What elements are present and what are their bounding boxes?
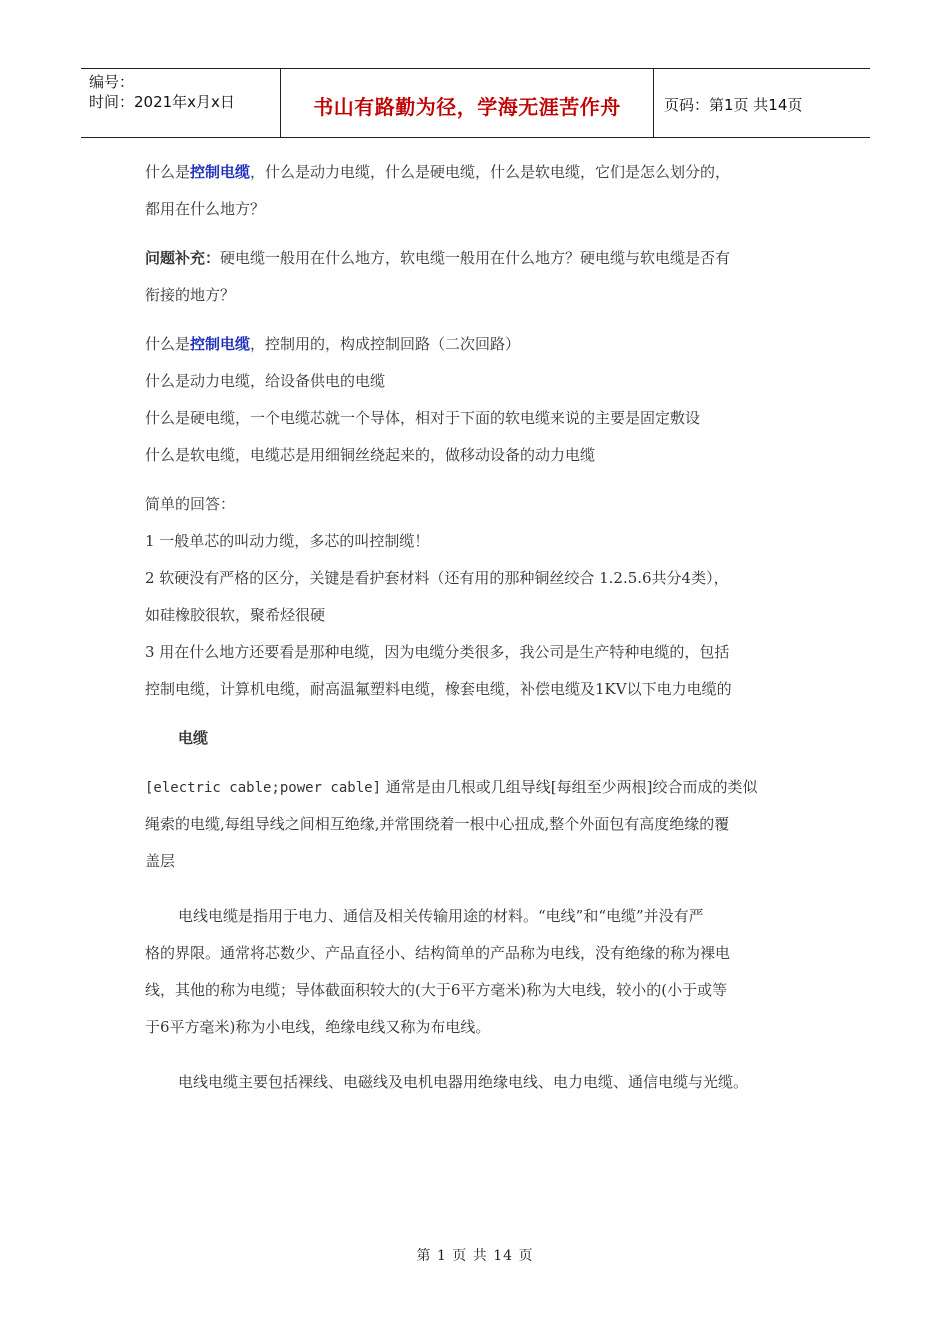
definition-heading: 电缆 <box>178 729 209 747</box>
definition-english-term: [electric cable;power cable] <box>145 780 382 796</box>
header-number-label: 编号： <box>89 73 135 91</box>
header-page-info: 页码：第1页 共14页 <box>664 95 803 114</box>
definition-line-1 <box>145 769 815 806</box>
keyword-link[interactable]: 控制电缆 <box>190 335 251 353</box>
page-footer: 第 1 页 共 14 页 <box>416 1248 534 1264</box>
para2-line-1: 电线电缆主要包括裸线、电磁线及电机电器用绝缘电线、电力电缆、通信电缆与光缆。 <box>178 1073 749 1091</box>
para1-line-1: 电线电缆是指用于电力、通信及相关传输用途的材料。“电线”和“电缆”并没有严 <box>178 907 704 925</box>
header-motto: 书山有路勤为径，学海无涯苦作舟 <box>281 69 654 137</box>
question-prefix: 什么是 <box>145 163 191 181</box>
supplement-line-1 <box>145 240 815 277</box>
document-body <box>145 154 815 1101</box>
question-line-2: 都用在什么地方？ <box>145 200 266 218</box>
answer2-point-2-line-2: 如硅橡胶很软，聚希烃很硬 <box>145 606 326 624</box>
supplement-text: 硬电缆一般用在什么地方，软电缆一般用在什么地方？硬电缆与软电缆是否有 <box>220 249 731 267</box>
answer2-point-3-line-2: 控制电缆，计算机电缆，耐高温氟塑料电缆，橡套电缆，补偿电缆及1KV以下电力电缆的 <box>145 680 732 698</box>
question-line-1 <box>145 154 815 191</box>
para1-line-3: 线，其他的称为电缆；导体截面积较大的(大于6平方毫米)称为大电线，较小的(小于或等 <box>145 981 728 999</box>
answer2-point-1: 1 一般单芯的叫动力缆，多芯的叫控制缆！ <box>145 532 430 550</box>
answer2-title: 简单的回答： <box>145 495 236 513</box>
answer2-point-2-line-1: 2 软硬没有严格的区分，关键是看护套材料（还有用的那种铜丝绞合 1.2.5.6共分4类）， <box>145 569 729 587</box>
answer1-prefix: 什么是 <box>145 335 191 353</box>
header-time-label: 时间：2021年x月x日 <box>89 93 235 111</box>
supplement-label: 问题补充： <box>145 249 221 267</box>
page-header <box>81 68 870 138</box>
answer1-rest: ，控制用的，构成控制回路（二次回路） <box>250 335 521 353</box>
para1-line-4: 于6平方毫米)称为小电线，绝缘电线又称为布电线。 <box>145 1018 491 1036</box>
answer2-point-3-line-1: 3 用在什么地方还要看是那种电缆，因为电缆分类很多，我公司是生产特种电缆的，包括 <box>145 643 730 661</box>
answer1-line-1 <box>145 326 815 363</box>
answer1-line-2: 什么是动力电缆，给设备供电的电缆 <box>145 372 386 390</box>
definition-text: 通常是由几根或几组导线[每组至少两根]绞合而成的类似 <box>381 778 758 796</box>
header-meta-cell <box>81 69 281 137</box>
supplement-line-2: 衔接的地方？ <box>145 286 236 304</box>
keyword-link[interactable]: 控制电缆 <box>190 163 251 181</box>
answer1-line-3: 什么是硬电缆，一个电缆芯就一个导体，相对于下面的软电缆来说的主要是固定敷设 <box>145 409 701 427</box>
definition-line-2: 绳索的电缆,每组导线之间相互绝缘,并常围绕着一根中心扭成,整个外面包有高度绝缘的覆 <box>145 815 730 833</box>
answer1-line-4: 什么是软电缆，电缆芯是用细铜丝绕起来的，做移动设备的动力电缆 <box>145 446 596 464</box>
definition-line-3: 盖层 <box>145 852 176 870</box>
question-rest: ，什么是动力电缆，什么是硬电缆，什么是软电缆，它们是怎么划分的， <box>250 163 731 181</box>
para1-line-2: 格的界限。通常将芯数少、产品直径小、结构简单的产品称为电线，没有绝缘的称为裸电 <box>145 944 731 962</box>
